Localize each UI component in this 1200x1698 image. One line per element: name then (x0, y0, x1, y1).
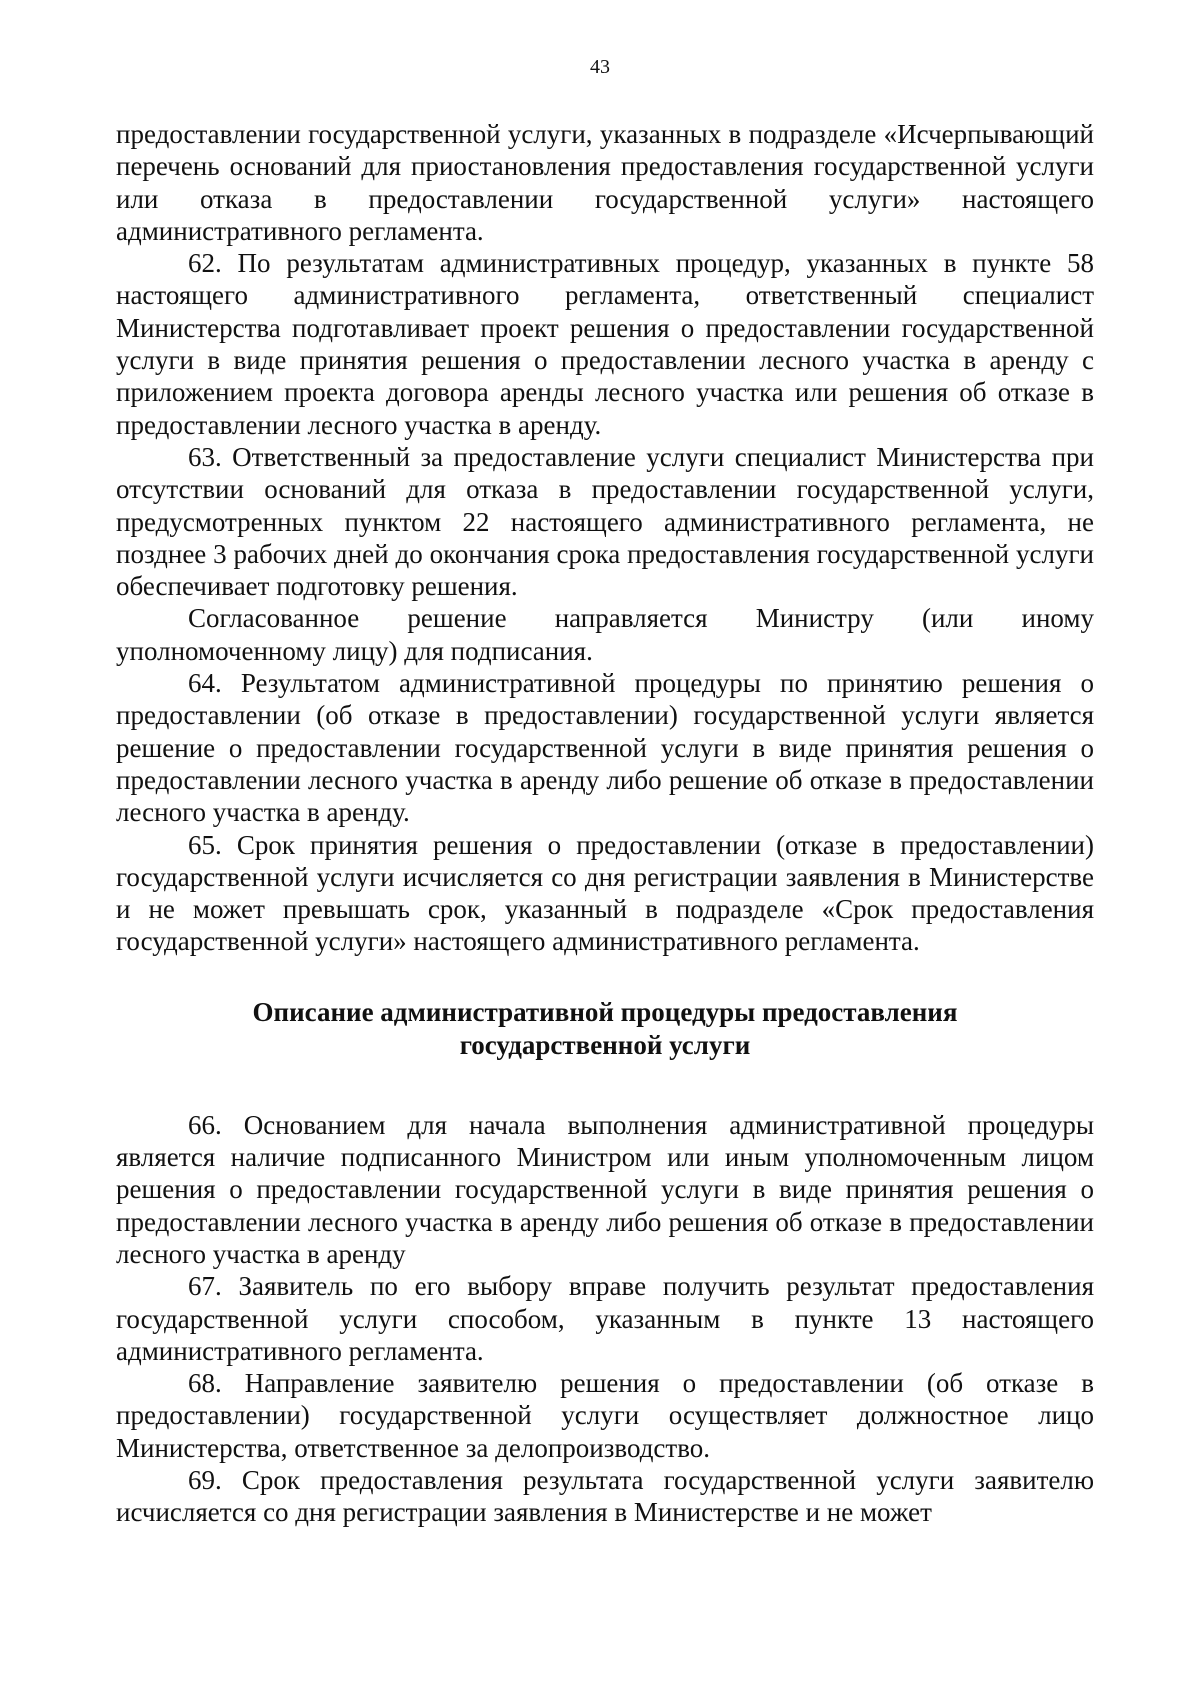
paragraph-66: 66. Основанием для начала выполнения административной процедуры является наличие подписанного Министром или иным уполномоченным лицом решения о предоставлении государственной услуги в виде принятия решения о предоставлении лесного участка в аренду либо решения об отказе в предоставлении лесного участка в аренду (116, 1109, 1094, 1269)
document-body (116, 118, 1094, 1530)
paragraph-62: 62. По результатам административных процедур, указанных в пункте 58 настоящего административного регламента, ответственный специалист Министерства подготавливает проект решения о предоставлении государственной услуги в виде принятия решения о предоставлении лесного участка в аренду с приложением проекта договора аренды лесного участка или решения об отказе в предоставлении лесного участка в аренду. (116, 248, 1094, 440)
section-heading (116, 996, 1094, 1062)
paragraph-63-continuation: Согласованное решение направляется Министру (или иному уполномоченному лицу) для подписания. (116, 603, 1094, 666)
paragraph-68: 68. Направление заявителю решения о предоставлении (об отказе в предоставлении) государственной услуги осуществляет должностное лицо Министерства, ответственное за делопроизводство. (116, 1368, 1094, 1463)
paragraph-continuation: предоставлении государственной услуги, указанных в подразделе «Исчерпывающий перечень оснований для приостановления предоставления государственной услуги или отказа в предоставлении государственной услуги» настоящего административного регламента. (116, 119, 1094, 246)
paragraph-64: 64. Результатом административной процедуры по принятию решения о предоставлении (об отказе в предоставлении) государственной услуги является решение о предоставлении государственной услуги в виде принятия решения о предоставлении лесного участка в аренду либо решение об отказе в предоставлении лесного участка в аренду. (116, 668, 1094, 828)
section-heading-line-1: Описание административной процедуры предоставления (252, 996, 958, 1027)
page-bottom-space (116, 1529, 1094, 1530)
paragraph-63: 63. Ответственный за предоставление услуги специалист Министерства при отсутствии оснований для отказа в предоставлении государственной услуги, предусмотренных пунктом 22 настоящего административного регламента, не позднее 3 рабочих дней до окончания срока предоставления государственной услуги обеспечивает подготовку решения. (116, 441, 1094, 602)
paragraph-67: 67. Заявитель по его выбору вправе получить результат предоставления государственной услуги способом, указанным в пункте 13 настоящего административного регламента. (116, 1271, 1094, 1366)
page-number: 43 (590, 56, 610, 78)
paragraph-65: 65. Срок принятия решения о предоставлении (отказе в предоставлении) государственной услуги исчисляется со дня регистрации заявления в Министерстве и не может превышать срок, указанный в подразделе «Срок предоставления государственной услуги» настоящего административного регламента. (116, 829, 1094, 957)
section-heading-line-2: государственной услуги (459, 1029, 751, 1060)
paragraph-69: 69. Срок предоставления результата государственной услуги заявителю исчисляется со дня регистрации заявления в Министерстве и не может (116, 1464, 1094, 1528)
